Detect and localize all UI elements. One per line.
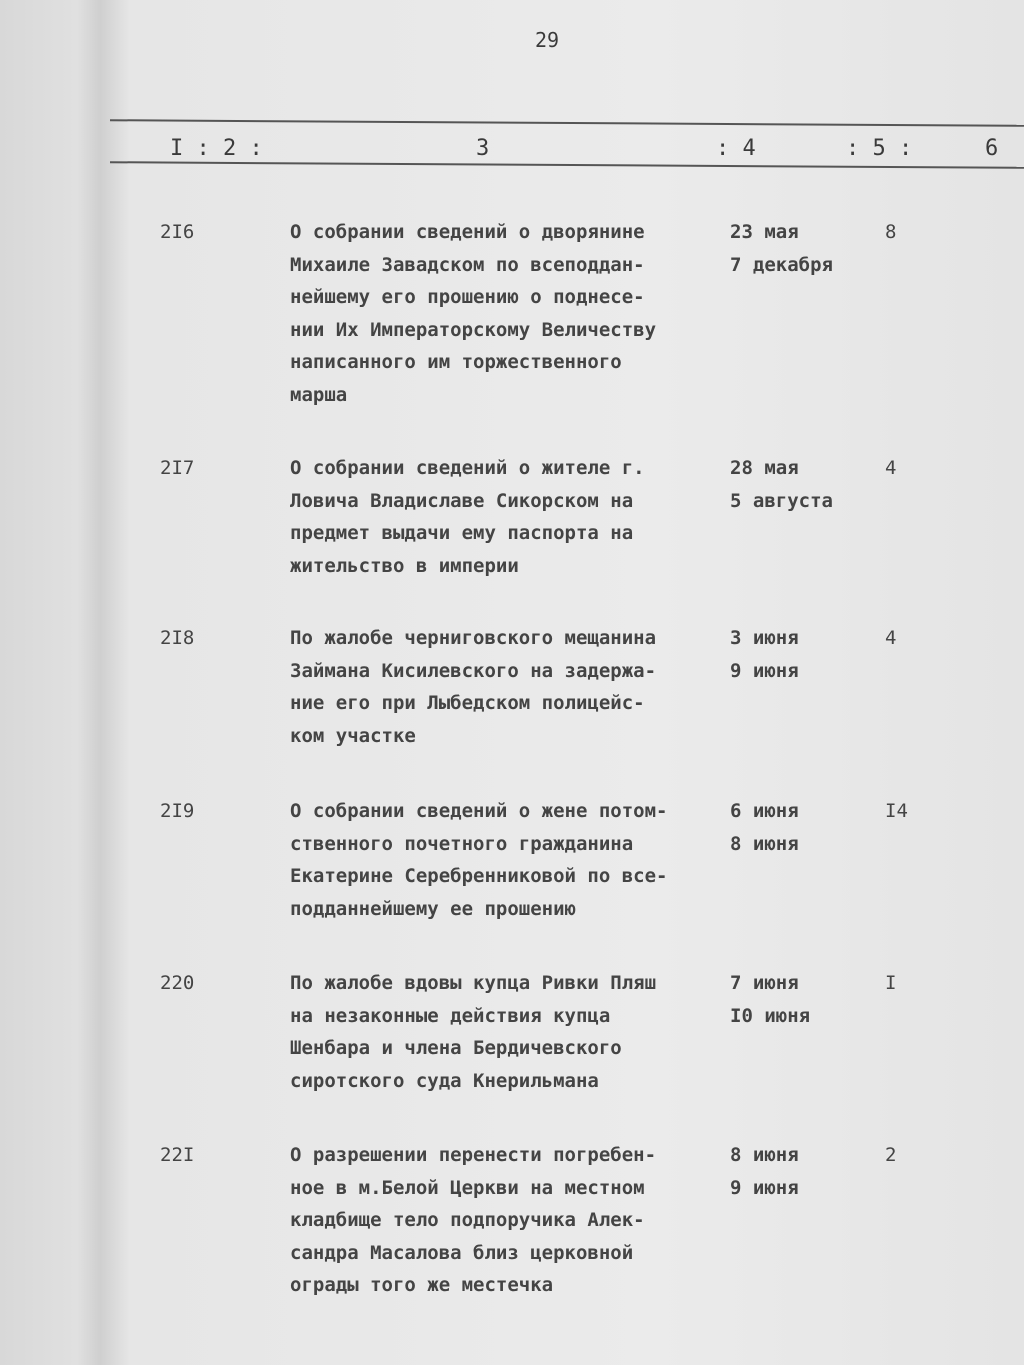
entry-sheet-count: 2 [885, 1144, 897, 1166]
entry-number: 220 [160, 972, 195, 994]
entry-sheet-count: 8 [885, 221, 897, 243]
page-number: 29 [535, 28, 560, 52]
header-col-3: 3 [476, 136, 490, 161]
entry-sheet-count: 4 [885, 457, 897, 479]
entry-dates: 3 июня 9 июня [730, 627, 799, 682]
entry-description: О собрании сведений о дворянине Михаиле Завадском по всеподдан- нейшему его прошению о поднесе- нии Их Императорскому Величеству написанного им торжественного марша [290, 221, 657, 406]
entry-description: О собрании сведений о жене потом- ственного почетного гражданина Екатерине Серебренниковой по все- подданнейшему ее прошению [290, 800, 668, 920]
entry-description: По жалобе черниговского мещанина Займана Кисилевского на задержа- ние его при Лыбедском полицейс- ком участке [290, 627, 657, 747]
entry-number: 2I6 [160, 221, 195, 243]
entry-number: 22I [160, 1144, 195, 1166]
entry-number: 2I7 [160, 457, 195, 479]
entry-number: 2I9 [160, 800, 195, 822]
entry-sheet-count: I [885, 972, 897, 994]
entry-description: О собрании сведений о жителе г. Ловича Владиславе Сикорском на предмет выдачи ему паспорта на жительство в империи [290, 457, 645, 577]
entry-sheet-count: I4 [885, 800, 908, 822]
entry-dates: 28 мая 5 августа [730, 457, 833, 512]
entry-dates: 23 мая 7 декабря [730, 221, 833, 276]
entry-sheet-count: 4 [885, 627, 897, 649]
entry-dates: 8 июня 9 июня [730, 1144, 799, 1199]
entry-description: По жалобе вдовы купца Ривки Пляш на незаконные действия купца Шенбара и члена Бердичевского сиротского суда Кнерильмана [290, 972, 657, 1092]
header-col-4: : 4 [716, 136, 756, 161]
entry-dates: 7 июня I0 июня [730, 972, 811, 1027]
entry-description: О разрешении перенести погребен- ное в м.Белой Церкви на местном кладбище тело подпоручика Алек- сандра Масалова близ церковной ограды того же местечка [290, 1144, 657, 1296]
header-col-1-2: I : 2 : [170, 136, 263, 161]
header-col-6: 6 [985, 136, 999, 161]
entry-dates: 6 июня 8 июня [730, 800, 799, 855]
previous-page-edge [0, 0, 110, 1365]
header-col-5: : 5 : [846, 136, 913, 161]
entry-number: 2I8 [160, 627, 195, 649]
